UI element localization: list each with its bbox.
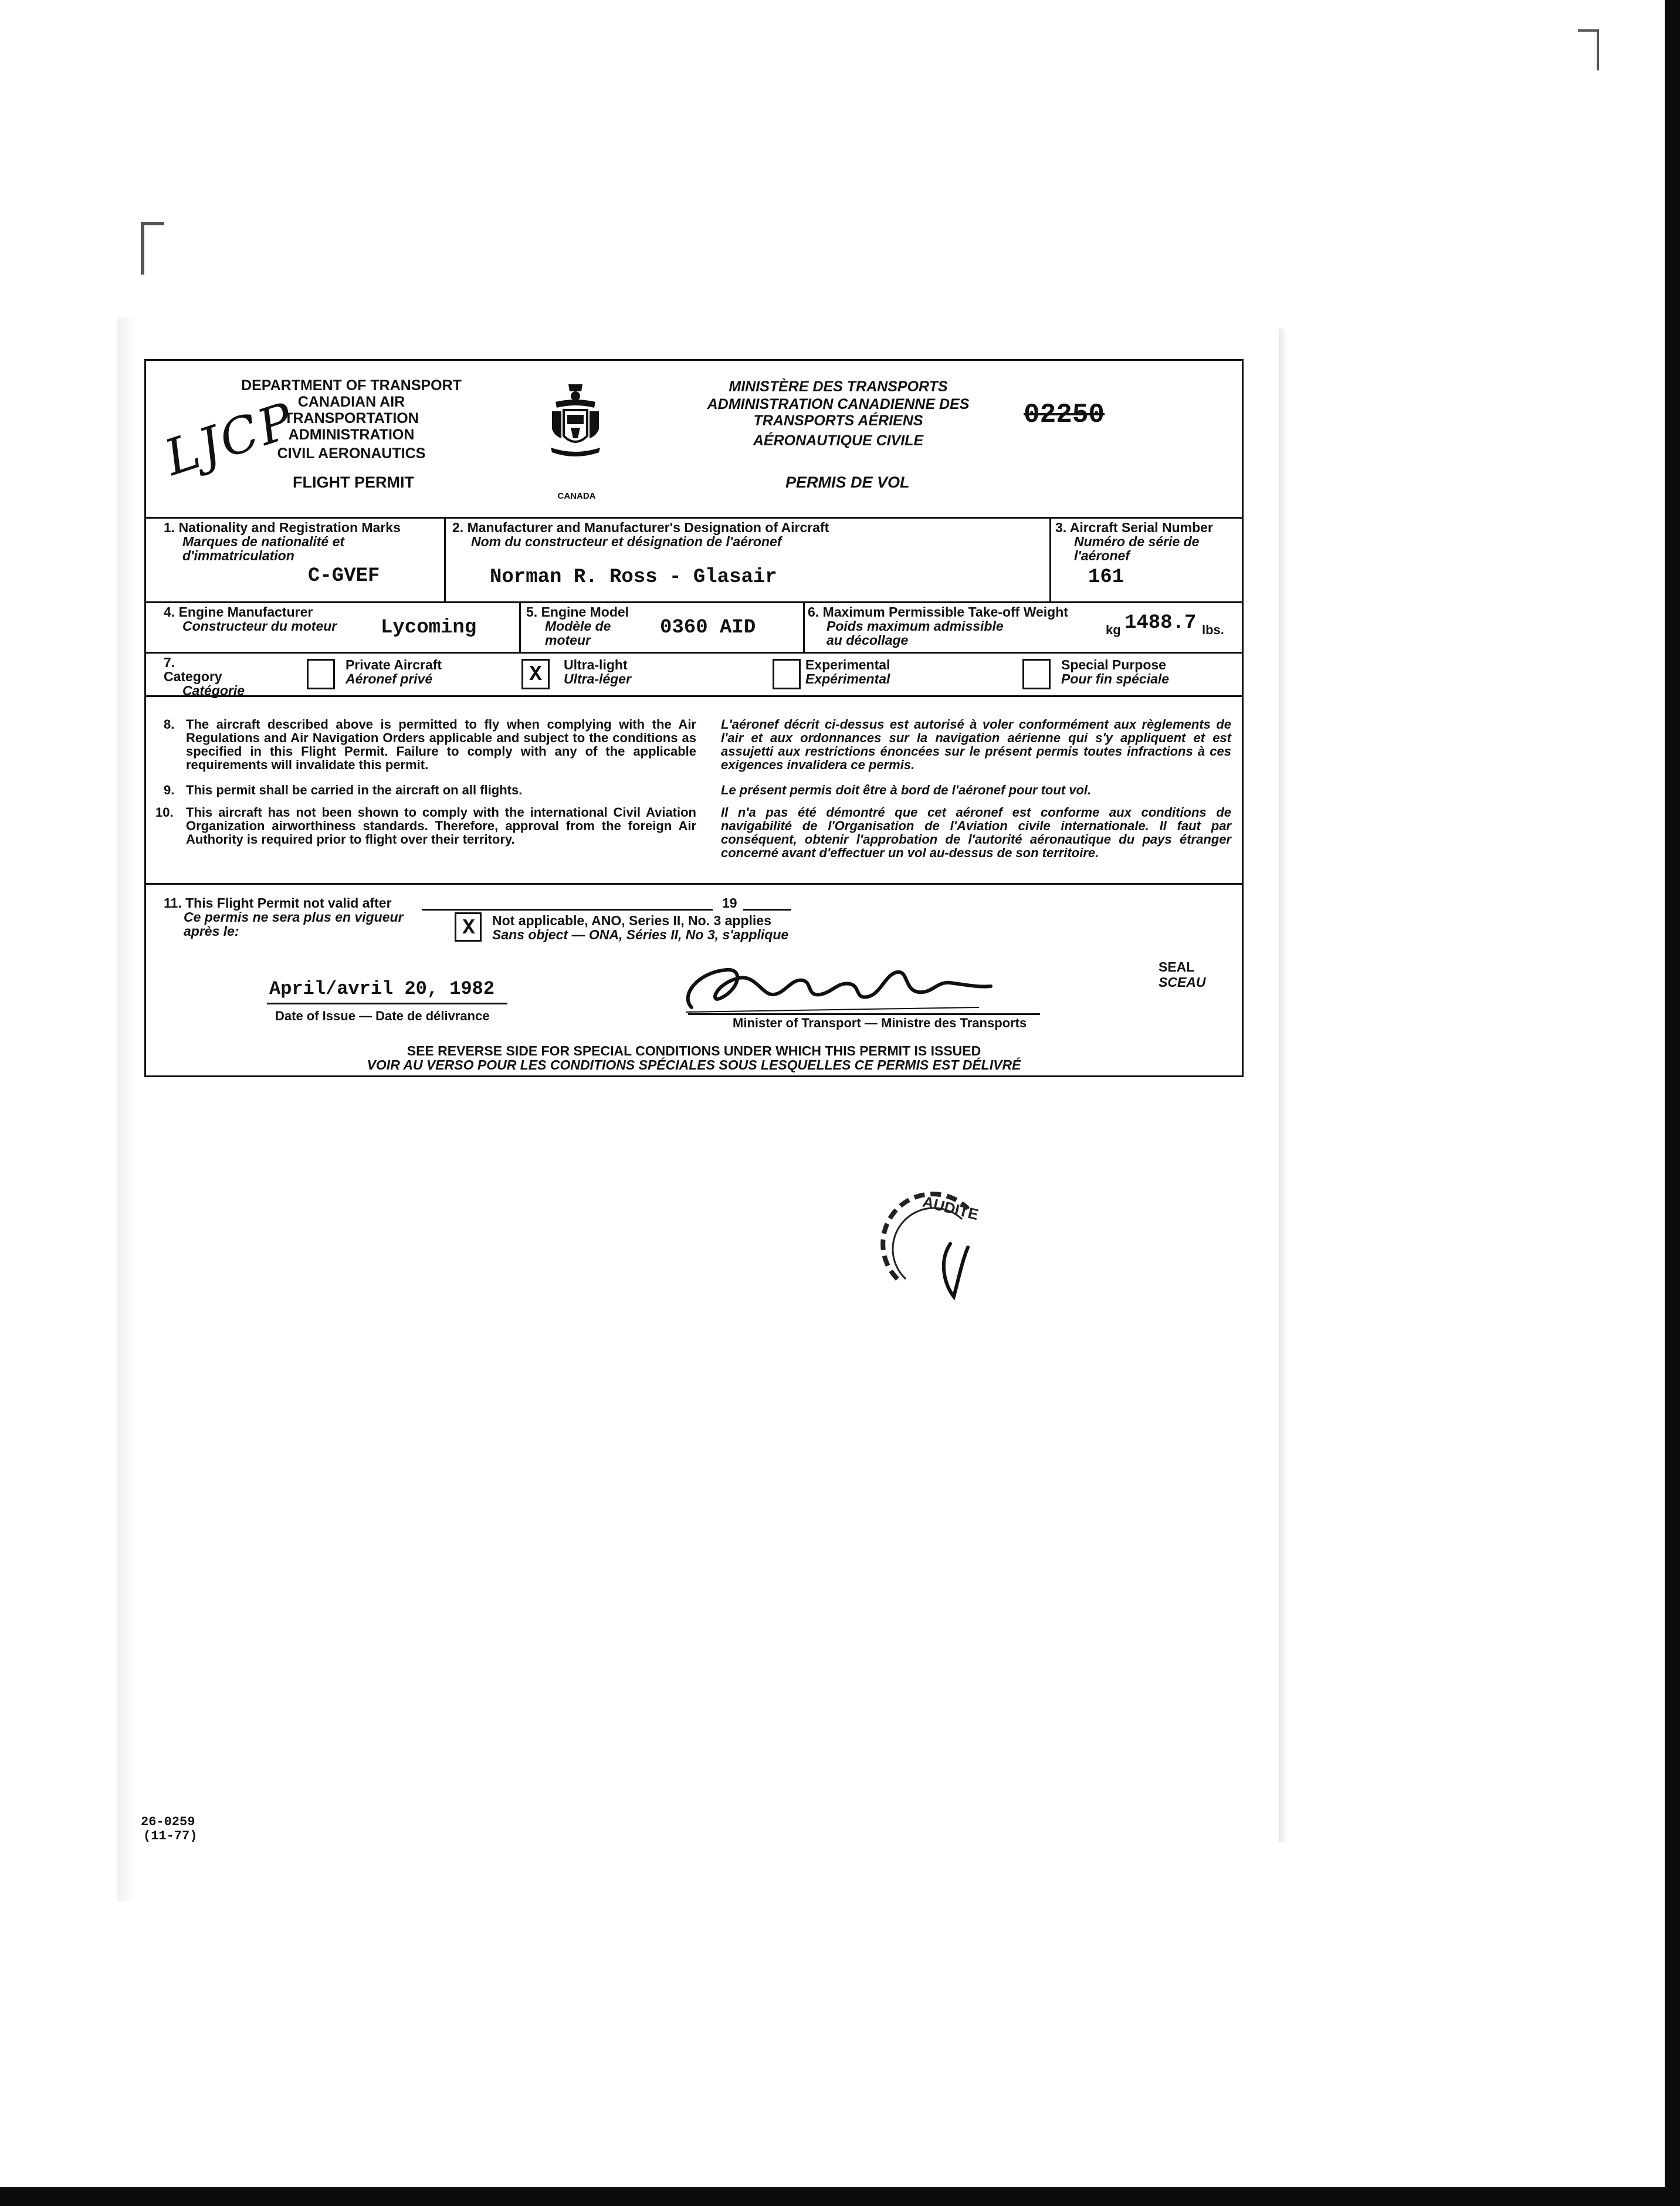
issue-date-label: Date of Issue — Date de délivrance	[275, 1009, 490, 1023]
option-label: Ultra-light	[564, 657, 628, 672]
option-label-fr: Pour fin spéciale	[1061, 671, 1170, 686]
field-4-label: 4. Engine Manufacturer	[164, 604, 313, 620]
seal-label	[1159, 959, 1206, 990]
validity-date-line	[422, 909, 713, 911]
divider	[146, 695, 1242, 697]
minister-label: Minister of Transport — Ministre des Transports	[733, 1016, 1027, 1030]
validity-label-fr-line: Ce permis ne sera plus en vigueur	[184, 909, 404, 925]
validity-year-prefix: 19	[722, 895, 737, 911]
field-2-label: 2. Manufacturer and Manufacturer's Designation of Aircraft	[452, 520, 829, 535]
crop-mark	[141, 222, 164, 275]
field-1	[164, 520, 439, 563]
field-3-label: 3. Aircraft Serial Number	[1055, 520, 1213, 535]
reverse-notice-fr: VOIR AU VERSO POUR LES CONDITIONS SPÉCIALES SOUS LESQUELLES CE PERMIS EST DÉLIVRÉ	[367, 1057, 1021, 1072]
check-mark: X	[529, 662, 542, 686]
category-label-fr: Catégorie	[182, 683, 245, 698]
title-fr: PERMIS DE VOL	[785, 473, 910, 491]
dept-en-line: CANADIAN AIR TRANSPORTATION	[284, 394, 419, 427]
divider	[146, 601, 1242, 603]
dept-en-line: CIVIL AERONAUTICS	[277, 445, 426, 462]
serial-number: 161	[1088, 566, 1124, 588]
divider	[146, 883, 1242, 885]
field-5-label-fr: moteur	[545, 632, 591, 648]
audit-stamp-text: AUDITE	[920, 1192, 981, 1224]
validity-year-line	[743, 909, 791, 911]
option-label: Experimental	[805, 657, 890, 672]
engine-manufacturer: Lycoming	[381, 617, 477, 639]
validity-label-fr-line: après le:	[184, 923, 239, 939]
field-2-label-fr: Nom du constructeur et désignation de l'aéronef	[471, 534, 782, 549]
field-1-label-fr: Marques de nationalité et	[182, 534, 345, 549]
condition-10-en: This aircraft has not been shown to comply with the international Civil Aviation Organization airworthiness standards. Therefore, approval from the foreign Air Authority is required prior to flight over their territory.	[186, 805, 696, 847]
divider	[1049, 517, 1051, 601]
scan-shadow	[117, 317, 135, 1901]
field-5-label: 5. Engine Model	[526, 604, 629, 620]
field-1-label: 1. Nationality and Registration Marks	[164, 520, 401, 535]
category-label: 7. Category	[164, 655, 222, 684]
field-3-label-fr: l'aéronef	[1074, 548, 1130, 563]
option-label-fr: Aéronef privé	[346, 671, 433, 686]
not-applicable-fr: Sans object — ONA, Séries II, No 3, s'applique	[492, 927, 789, 942]
divider	[146, 652, 1242, 654]
handwritten-initials: LJCP	[158, 391, 302, 487]
scan-shadow	[1279, 329, 1287, 1842]
checkbox-not-applicable	[455, 912, 482, 942]
condition-8-en: The aircraft described above is permitted to fly when complying with the Air Regulations and Air Navigation Orders applicable and subject to the conditions as specified in this Flight Permit. Failure to comply with any of the applicable requirements will invalidate this permit.	[186, 717, 696, 772]
form-number-date: (11-77)	[143, 1829, 198, 1843]
form-number-code: 26-0259	[141, 1815, 195, 1829]
field-6-label: 6. Maximum Permissible Take-off Weight	[808, 604, 1068, 620]
option-label-fr: Ultra-léger	[564, 671, 632, 686]
canada-crest-icon	[547, 382, 604, 470]
dept-fr	[686, 378, 991, 449]
registration-marks: C-GVEF	[308, 565, 380, 587]
condition-10-number: 10.	[155, 805, 174, 820]
condition-9-number: 9.	[164, 783, 175, 797]
condition-9-en: This permit shall be carried in the aircraft on all flights.	[186, 783, 523, 797]
not-applicable-note	[492, 913, 788, 942]
condition-9-fr: Le présent permis doit être à bord de l'aéronef pour tout vol.	[721, 783, 1092, 797]
field-6-label-fr: au décollage	[827, 632, 909, 648]
not-applicable-en: Not applicable, ANO, Series II, No. 3 applies	[492, 913, 771, 928]
scan-border-bottom	[0, 2187, 1680, 2206]
option-private-aircraft	[346, 658, 442, 686]
field-4	[164, 605, 398, 633]
validity-label: 11. This Flight Permit not valid after	[164, 895, 392, 911]
flight-permit-form	[144, 359, 1244, 1077]
field-5-label-fr: Modèle de	[545, 618, 611, 634]
scan-border-right	[1665, 0, 1680, 2206]
dept-fr-line: ADMINISTRATION CANADIENNE DES	[707, 396, 970, 412]
reverse-notice	[146, 1044, 1242, 1072]
crop-mark	[1578, 29, 1599, 70]
option-ultra-light	[564, 658, 631, 686]
minister-signature-line	[688, 1013, 1040, 1015]
checkbox-special-purpose	[1022, 659, 1051, 689]
dept-fr-line: MINISTÈRE DES TRANSPORTS	[729, 378, 948, 395]
checkbox-private-aircraft	[307, 659, 335, 689]
crest-caption: CANADA	[557, 491, 596, 501]
minister-signature-icon	[674, 960, 1002, 1017]
field-3	[1055, 520, 1243, 563]
divider	[444, 517, 446, 601]
title-en: FLIGHT PERMIT	[293, 473, 414, 491]
field-6-label-fr: Poids maximum admissible	[827, 618, 1004, 634]
option-experimental	[805, 658, 890, 686]
condition-10-fr: Il n'a pas été démontré que cet aéronef est conforme aux conditions de navigabilité de l'Organisation de l'Aviation civile internationale. Il faut par conséquent, obtenir l'approbation de l'autorité aéronautique du pays étranger concerné avant d'effectuer un vol au-dessus de son territoire.	[721, 805, 1231, 860]
divider	[146, 517, 1242, 519]
dept-en-line: DEPARTMENT OF TRANSPORT	[241, 377, 462, 394]
check-mark: X	[462, 916, 475, 940]
checkbox-ultra-light	[521, 659, 550, 689]
field-3-label-fr: Numéro de série de	[1074, 534, 1200, 549]
validity-label-fr	[184, 910, 404, 938]
dept-fr-line: AÉRONAUTIQUE CIVILE	[753, 432, 924, 449]
option-label-fr: Expérimental	[805, 671, 890, 686]
seal-fr: SCEAU	[1159, 975, 1206, 990]
option-label: Special Purpose	[1061, 657, 1166, 672]
form-number	[141, 1815, 197, 1843]
checkbox-experimental	[773, 659, 801, 689]
divider	[519, 601, 521, 652]
field-1-label-fr: d'immatriculation	[182, 548, 294, 563]
dept-en-line: ADMINISTRATION	[288, 427, 415, 443]
engine-model: 0360 AID	[660, 617, 756, 639]
permit-number: 02250	[1024, 400, 1105, 430]
dept-fr-line: TRANSPORTS AÉRIENS	[753, 412, 923, 429]
issue-date-line	[267, 1003, 507, 1004]
condition-8-number: 8.	[164, 717, 175, 732]
max-takeoff-weight: 1488.7	[1124, 612, 1197, 634]
option-special-purpose	[1061, 658, 1169, 686]
field-7	[164, 655, 245, 698]
field-5	[526, 605, 643, 647]
seal-en: SEAL	[1159, 959, 1195, 975]
lbs-unit: lbs.	[1202, 622, 1224, 637]
condition-8-fr: L'aéronef décrit ci-dessus est autorisé à voler conformément aux règlements de l'air et aux ordonnances sur la navigation aérienne qui s'y appliquent et est assujetti aux restrictions énoncées sur le présent permis toutes infractions à ces exigences invalidera ce permis.	[721, 717, 1231, 772]
divider	[803, 601, 805, 652]
kg-unit: kg	[1106, 622, 1121, 637]
field-4-label-fr: Constructeur du moteur	[182, 618, 337, 634]
field-6	[808, 605, 1136, 647]
option-label: Private Aircraft	[346, 657, 442, 672]
field-2	[452, 520, 1045, 549]
aircraft-designation: Norman R. Ross - Glasair	[490, 566, 777, 588]
issue-date: April/avril 20, 1982	[269, 978, 495, 1000]
reverse-notice-en: SEE REVERSE SIDE FOR SPECIAL CONDITIONS UNDER WHICH THIS PERMIT IS ISSUED	[407, 1043, 981, 1058]
